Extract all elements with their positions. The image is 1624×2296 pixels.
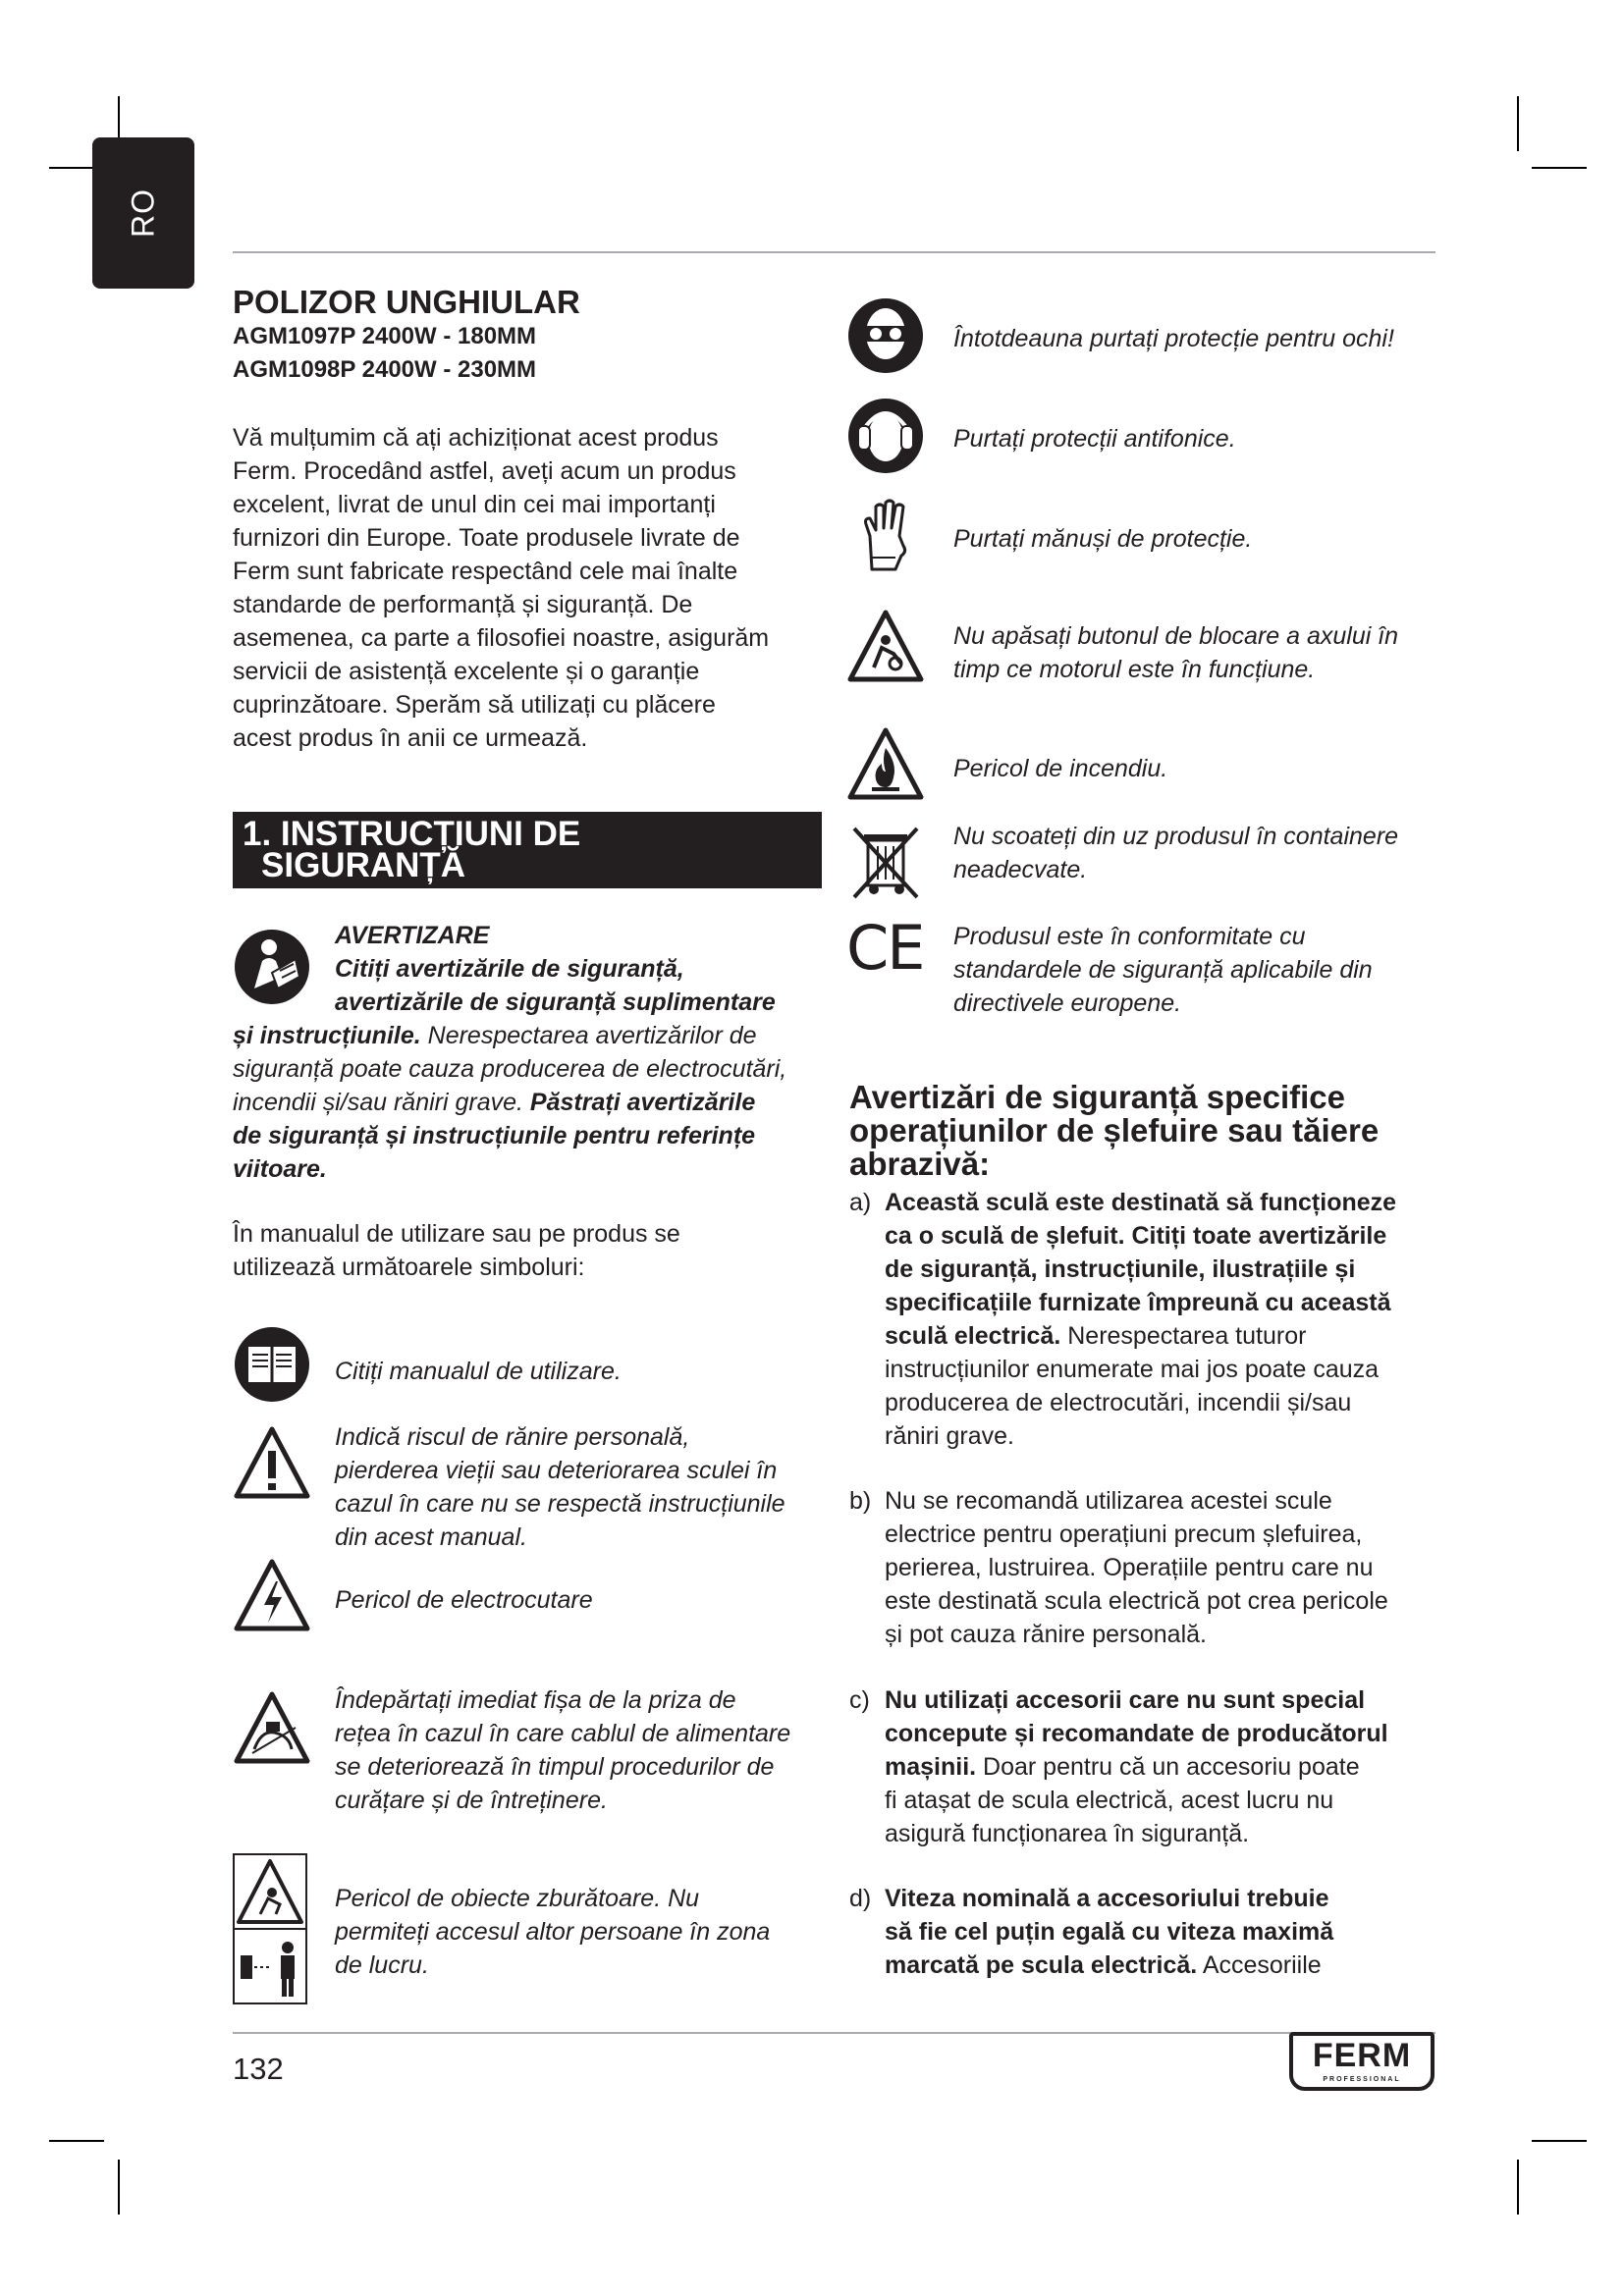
- model-line-1: AGM1097P 2400W - 180MM: [233, 323, 537, 349]
- heading-line: Avertizări de siguranță specifice: [849, 1079, 1345, 1115]
- warning-item-a: [849, 1186, 1478, 1453]
- specific-warnings-heading: [849, 1081, 1458, 1181]
- symbol-description: [953, 522, 1464, 556]
- item-text: Doar pentru că un accesoriu poate: [976, 1753, 1360, 1781]
- item-text: ca o sculă de șlefuit. Citiți toate avertizările: [885, 1222, 1387, 1250]
- warning-text: Citiți avertizările de siguranță,: [335, 955, 684, 983]
- symbol-text: din acest manual.: [335, 1523, 527, 1551]
- weee-bin-icon: [846, 823, 925, 901]
- logo-subtitle: PROFESSIONAL: [1323, 2076, 1401, 2083]
- item-text: perierea, lustruirea. Operațiile pentru care nu: [885, 1554, 1374, 1581]
- symbol-text: rețea în cazul în care cablul de alimentare: [335, 1720, 791, 1747]
- symbol-description: [335, 1882, 826, 1982]
- warning-text: și instrucțiunile.: [233, 1022, 421, 1049]
- ce-mark-icon: [846, 912, 935, 984]
- intro-line: furnizori din Europe. Toate produsele livrate de: [233, 524, 740, 552]
- symbol-description: [335, 1420, 826, 1554]
- crop-mark: [49, 2140, 104, 2142]
- item-text: Nu utilizați accesorii care nu sunt special: [885, 1686, 1366, 1714]
- warning-heading: AVERTIZARE: [335, 922, 490, 949]
- intro-line: cuprinzătoare. Sperăm să utilizați cu plăcere: [233, 691, 716, 719]
- symbols-intro: [233, 1217, 822, 1284]
- item-text: fi atașat de scula electrică, acest lucru nu: [885, 1787, 1334, 1814]
- symbol-text: Nu scoateți din uz produsul în containere: [953, 823, 1399, 850]
- symbols-intro-line: În manualul de utilizare sau pe produs se: [233, 1220, 680, 1248]
- item-text: producerea de electrocutări, incendii și/sau: [885, 1389, 1352, 1416]
- crop-mark: [1532, 2140, 1587, 2142]
- heading-line: abrazivă:: [849, 1146, 991, 1182]
- crop-mark: [118, 2160, 120, 2215]
- symbol-description: [335, 1583, 826, 1617]
- symbol-text: Îndepărtați imediat fișa de la priza de: [335, 1686, 736, 1714]
- unplug-cable-icon: [233, 1688, 311, 1767]
- gloves-icon: [846, 497, 925, 575]
- symbol-text: de lucru.: [335, 1951, 429, 1979]
- symbol-text: se deteriorează în timpul procedurilor de: [335, 1753, 775, 1781]
- symbol-text: Nu apăsați butonul de blocare a axului în: [953, 622, 1399, 650]
- item-text: Nerespectarea tuturor: [1060, 1322, 1307, 1350]
- language-code: RO: [125, 188, 161, 238]
- symbol-description: [953, 322, 1464, 355]
- symbol-text: Pericol de incendiu.: [953, 755, 1168, 782]
- ce-mark-text: CE: [846, 912, 924, 984]
- item-text: specificațiile furnizate împreună cu această: [885, 1289, 1391, 1316]
- ear-protection-icon: [846, 397, 925, 475]
- item-label: c): [849, 1686, 870, 1714]
- page-title: POLIZOR UNGHIULAR: [233, 284, 580, 320]
- crop-mark: [1517, 2160, 1519, 2215]
- ferm-logo: [1289, 2032, 1435, 2091]
- section-heading-banner: [233, 812, 822, 888]
- item-label: a): [849, 1189, 872, 1216]
- intro-line: Ferm. Procedând astfel, aveți acum un produs: [233, 457, 736, 485]
- item-text: asigură funcționarea în siguranță.: [885, 1820, 1250, 1847]
- intro-line: Vă mulțumim că ați achiziționat acest produs: [233, 424, 719, 452]
- item-text: electrice pentru operațiuni precum șlefuirea,: [885, 1521, 1363, 1548]
- symbol-text: Purtați mănuși de protecție.: [953, 525, 1253, 553]
- symbol-text: directivele europene.: [953, 989, 1182, 1017]
- electric-shock-icon: [233, 1556, 311, 1634]
- warning-text: incendii și/sau răniri grave.: [233, 1089, 530, 1116]
- symbol-description: [953, 920, 1464, 1020]
- warning-item-c: [849, 1683, 1478, 1850]
- symbol-description: [953, 422, 1464, 455]
- symbol-description: [335, 1355, 826, 1388]
- logo-word: FERM: [1312, 2037, 1412, 2074]
- eye-protection-icon: [846, 296, 925, 375]
- warning-text: avertizările de siguranță suplimentare: [335, 988, 776, 1016]
- warning-text: viitoare.: [233, 1155, 327, 1183]
- item-text: instrucțiunilor enumerate mai jos poate cauza: [885, 1356, 1380, 1383]
- item-text: și pot cauza rănire personală.: [885, 1621, 1207, 1648]
- item-text: Accesoriile: [1197, 1951, 1322, 1979]
- warning-text: siguranță poate cauza producerea de electrocutări,: [233, 1055, 787, 1083]
- item-text: de siguranță, instrucțiunile, ilustrațiile și: [885, 1255, 1356, 1283]
- symbol-description: [953, 820, 1464, 886]
- symbol-text: standardele de siguranță aplicabile din: [953, 956, 1373, 984]
- language-tab: [92, 137, 194, 289]
- model-line-2: AGM1098P 2400W - 230MM: [233, 356, 537, 383]
- section-heading-line-1: 1. INSTRUCȚIUNI DE: [243, 815, 581, 853]
- manual-book-icon: [233, 1325, 311, 1404]
- item-line: [885, 1750, 1478, 1784]
- item-line: [885, 1319, 1478, 1353]
- symbol-text: Citiți manualul de utilizare.: [335, 1358, 622, 1385]
- item-text: marcată pe scula electrică.: [885, 1951, 1198, 1979]
- warning-text: Păstrați avertizările: [529, 1089, 756, 1116]
- symbol-text: permiteți accesul altor persoane în zona: [335, 1918, 771, 1946]
- symbol-text: Purtați protecții antifonice.: [953, 425, 1236, 453]
- symbol-text: Pericol de electrocutare: [335, 1586, 593, 1614]
- danger-warning-icon: [233, 1423, 311, 1502]
- crop-mark: [1517, 96, 1519, 151]
- intro-line: standarde de performanță și siguranță. De: [233, 591, 693, 618]
- document-header: [233, 285, 822, 387]
- heading-line: operațiunilor de șlefuire sau tăiere: [849, 1112, 1380, 1148]
- item-text: este destinată scula electrică pot crea pericole: [885, 1587, 1388, 1615]
- symbol-text: Indică riscul de rănire personală,: [335, 1423, 690, 1451]
- page-number: 132: [233, 2052, 284, 2086]
- item-text: sculă electrică.: [885, 1322, 1061, 1350]
- bottom-rule: [233, 2032, 1435, 2034]
- warning-line: [233, 1086, 832, 1119]
- symbol-text: neadecvate.: [953, 856, 1088, 883]
- item-text: mașinii.: [885, 1753, 977, 1781]
- section-heading-line-2: SIGURANȚĂ: [261, 846, 466, 884]
- crop-mark: [1532, 167, 1587, 169]
- symbol-text: Pericol de obiecte zburătoare. Nu: [335, 1885, 700, 1912]
- symbol-description: [335, 1683, 826, 1817]
- symbol-description: [953, 619, 1464, 686]
- warning-text: de siguranță și instrucțiunile pentru referințe: [233, 1122, 756, 1149]
- symbol-text: timp ce motorul este în funcțiune.: [953, 656, 1316, 683]
- fire-hazard-icon: [846, 724, 925, 803]
- intro-line: acest produs în anii ce urmează.: [233, 724, 588, 752]
- item-text: concepute și recomandate de producătorul: [885, 1720, 1388, 1747]
- symbol-text: pierderea vieții sau deteriorarea sculei în: [335, 1457, 778, 1484]
- flying-objects-icon: [233, 1853, 307, 2004]
- symbol-description: [953, 752, 1464, 785]
- top-rule: [233, 251, 1435, 253]
- intro-line: excelent, livrat de unul din cei mai importanți: [233, 491, 716, 518]
- warning-line: [233, 1019, 832, 1052]
- warning-block: [233, 919, 832, 1186]
- intro-line: Ferm sunt fabricate respectând cele mai înalte: [233, 558, 738, 585]
- spindle-lock-icon: [846, 607, 925, 685]
- item-line: [885, 1949, 1478, 1982]
- warning-item-d: [849, 1882, 1478, 1982]
- intro-line: servicii de asistență excelente și o garanție: [233, 658, 700, 685]
- item-label: d): [849, 1885, 872, 1912]
- intro-paragraph: [233, 421, 822, 755]
- symbol-text: Produsul este în conformitate cu: [953, 923, 1306, 950]
- warning-text: Nerespectarea avertizărilor de: [420, 1022, 757, 1049]
- item-text: Viteza nominală a accesoriului trebuie: [885, 1885, 1329, 1912]
- item-label: b): [849, 1487, 872, 1515]
- symbol-text: Întotdeauna purtați protecție pentru ochi!: [953, 325, 1394, 352]
- item-text: răniri grave.: [885, 1422, 1014, 1450]
- symbols-intro-line: utilizează următoarele simboluri:: [233, 1254, 585, 1281]
- warning-item-b: [849, 1484, 1478, 1651]
- intro-line: asemenea, ca parte a filosofiei noastre, asigurăm: [233, 624, 770, 652]
- item-text: să fie cel puțin egală cu viteza maximă: [885, 1918, 1334, 1946]
- item-text: Nu se recomandă utilizarea acestei scule: [885, 1487, 1332, 1515]
- symbol-text: curățare și de întreținere.: [335, 1787, 608, 1814]
- item-text: Această sculă este destinată să funcționeze: [885, 1189, 1397, 1216]
- symbol-text: cazul în care nu se respectă instrucțiunile: [335, 1490, 785, 1518]
